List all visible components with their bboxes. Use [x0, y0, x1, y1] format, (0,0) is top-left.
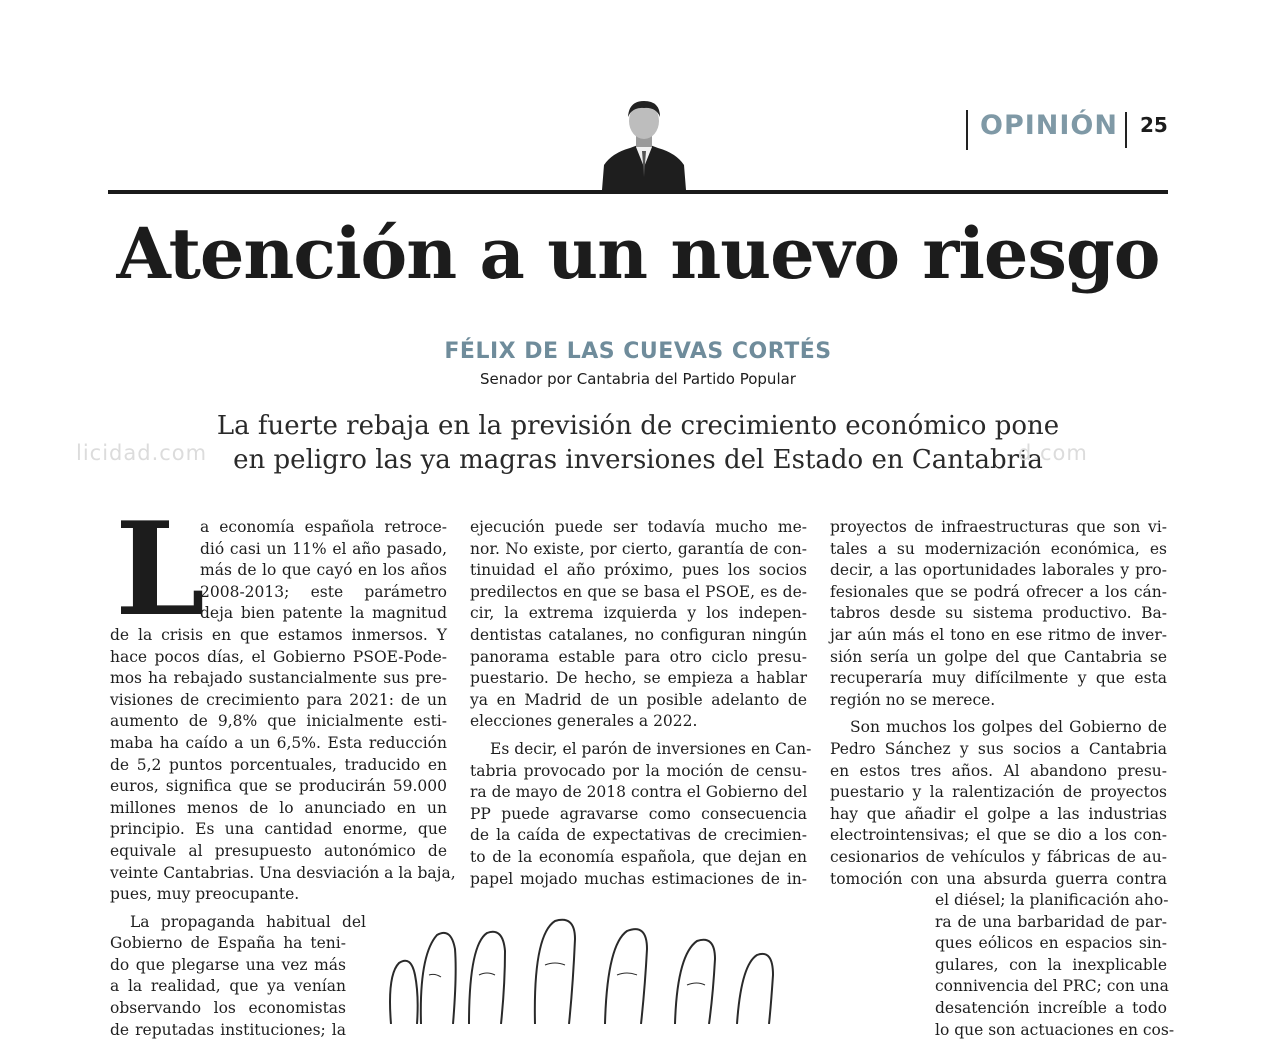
text-line: tomoción con una absurda guerra contra — [830, 869, 1167, 888]
watermark: d.com — [1018, 441, 1088, 465]
text-line: hace pocos días, el Gobierno PSOE-Pode- — [110, 647, 447, 666]
text-line: PP puede agravarse como consecuencia — [470, 804, 807, 823]
text-line: ra de mayo de 2018 contra el Gobierno del — [470, 783, 808, 802]
subtitle-line: La fuerte rebaja en la previsión de crecimiento económico pone — [216, 411, 1060, 441]
text-line: elecciones generales a 2022. — [470, 712, 698, 731]
author-photo — [598, 97, 690, 190]
text-line: decir, a las oportunidades laborales y pro- — [830, 561, 1167, 580]
text-line: Es decir, el parón de inversiones en Can- — [490, 739, 812, 758]
text-line: región no se merece. — [830, 690, 996, 709]
text-line: de 5,2 puntos porcentuales, traducido en — [110, 755, 447, 774]
text-line: maba ha caído a un 6,5%. Esta reducción — [110, 733, 447, 752]
text-line: tabros desde su sistema productivo. Ba- — [830, 604, 1167, 623]
text-line: en estos tres años. Al abandono presu- — [830, 761, 1167, 780]
text-line: recuperaría muy difícilmente y que esta — [830, 669, 1167, 688]
text-line: 2008-2013; este parámetro — [200, 582, 447, 601]
text-line: panorama estable para otro ciclo presu- — [470, 647, 807, 666]
drop-cap: L — [115, 495, 205, 645]
text-line: a economía española retroce- — [200, 518, 447, 536]
text-line: cir, la extrema izquierda y los indepen- — [470, 604, 807, 623]
text-line: do que plegarse una vez más — [110, 955, 346, 974]
text-line: gulares, con la inexplicable — [935, 955, 1167, 974]
text-line: Son muchos los golpes del Gobierno de — [850, 718, 1167, 737]
author-role: Senador por Cantabria del Partido Popular — [480, 370, 796, 388]
text-line: La propaganda habitual del — [130, 912, 366, 931]
text-line: connivencia del PRC; con una — [935, 977, 1169, 996]
text-line: observando los economistas — [110, 999, 346, 1018]
text-line: equivale al presupuesto autonómico de — [110, 841, 447, 860]
text-line: Pedro Sánchez y sus socios a Cantabria — [830, 739, 1167, 758]
text-line: millones menos de lo anunciado en un — [110, 798, 447, 817]
text-line: más de lo que cayó en los años — [200, 561, 447, 580]
text-line: ra de una barbaridad de par- — [935, 912, 1167, 931]
watermark: licidad.com — [76, 441, 208, 465]
text-line: a la realidad, que ya venían — [110, 977, 346, 996]
hand-illustration — [385, 915, 805, 1024]
text-line: proyectos de infraestructuras que son vi- — [830, 518, 1167, 536]
text-line: deja bien patente la magnitud — [200, 604, 447, 623]
text-line: cesionarios de vehículos y fábricas de au- — [830, 847, 1167, 866]
text-line: to de la economía española, que dejan en — [470, 847, 807, 866]
page-number: 25 — [1140, 113, 1168, 137]
text-line: electrointensivas; el que se dio a los con- — [830, 826, 1167, 845]
text-line: papel mojado muchas estimaciones de in- — [470, 869, 807, 888]
text-line: de la crisis en que estamos inmersos. Y — [110, 625, 447, 644]
text-line: pues, muy preocupante. — [110, 885, 300, 904]
text-line: nor. No existe, por cierto, garantía de con- — [470, 539, 807, 558]
text-line: principio. Es una cantidad enorme, que — [110, 820, 447, 839]
text-line: ejecución puede ser todavía mucho me- — [470, 518, 807, 536]
text-line: puestario. De hecho, se empieza a hablar — [470, 669, 807, 688]
text-line: mos ha rebajado sustancialmente sus pre- — [110, 669, 447, 688]
text-line: euros, significa que se producirán 59.000 — [110, 777, 447, 796]
author-name: FÉLIX DE LAS CUEVAS CORTÉS — [444, 339, 832, 364]
text-line: el diésel; la planificación aho- — [935, 891, 1169, 910]
text-line: tales a su modernización económica, es — [830, 539, 1167, 558]
article-title: Atención a un nuevo riesgo — [116, 212, 1160, 295]
article-column-3 — [830, 517, 1175, 1041]
top-rule — [108, 190, 1168, 194]
section-label: OPINIÓN — [980, 110, 1118, 141]
text-line: sión sería un golpe del que Cantabria se — [830, 647, 1167, 666]
article-column-2 — [470, 517, 812, 890]
text-line: predilectos en que se basa el PSOE, es de- — [470, 582, 807, 601]
text-line: fesionales que se podrá ofrecer a los cán- — [830, 582, 1167, 601]
text-line: lo que son actuaciones en cos- — [935, 1020, 1175, 1039]
text-line: aumento de 9,8% que inicialmente esti- — [110, 712, 447, 731]
text-line: dentistas catalanes, no configuran ningún — [470, 625, 807, 644]
text-line: ques eólicos en espacios sin- — [935, 934, 1167, 953]
text-line: hay que añadir el golpe a las industrias — [830, 804, 1167, 823]
text-line: puestario y la ralentización de proyectos — [830, 783, 1167, 802]
text-line: tabria provocado por la moción de censu- — [470, 761, 807, 780]
text-line: tinuidad el año próximo, pues los socios — [470, 561, 807, 580]
text-line: de reputadas instituciones; la — [110, 1020, 346, 1039]
text-line: jar aún más el tono en ese ritmo de inver- — [830, 625, 1167, 644]
section-divider — [966, 110, 968, 150]
text-line: visiones de crecimiento para 2021: de un — [110, 690, 447, 709]
text-line: ya en Madrid de un posible adelanto de — [470, 690, 807, 709]
page-divider — [1125, 112, 1127, 148]
text-line: desatención increíble a todo — [935, 999, 1167, 1018]
text-line: dió casi un 11% el año pasado, — [200, 539, 447, 558]
text-line: veinte Cantabrias. Una desviación a la baja, — [110, 863, 456, 882]
text-line: Gobierno de España ha teni- — [110, 934, 346, 953]
text-line: de la caída de expectativas de crecimien- — [470, 826, 807, 845]
subtitle-line: en peligro las ya magras inversiones del Estado en Cantabria — [233, 445, 1043, 475]
